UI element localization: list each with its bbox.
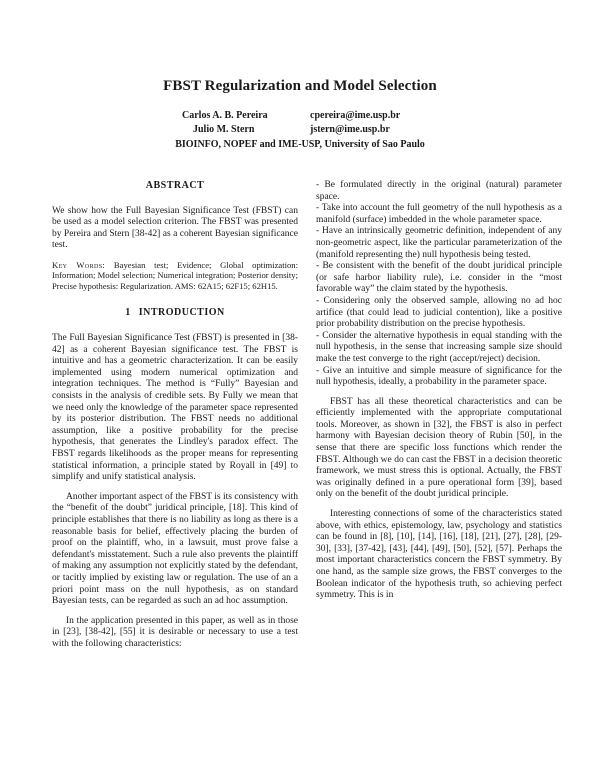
- paragraph: Another important aspect of the FBST is its consistency with the “benefit of the doubt” juridical principle, [18]. This kind of principle establishes that there is no liability as long as there is a reasonable basis for belief, effectively placing the burden of proof on the plaintiff, who, in a lawsuit, must prove false a defendant's misstatement. Such a rule also prevents the plaintiff of making any assumption not explicitly stated by the defendant, or tacitly implied by existing law or regulation. The use of an a priori point mass on the null hypothesis, as on standard Bayesian tests, can be regarded as such an ad hoc assumption.: [52, 491, 298, 607]
- author-email: jstern@ime.usp.br: [310, 124, 390, 135]
- author-name: Carlos A. B. Pereira: [182, 110, 268, 121]
- author-name: Julio M. Stern: [193, 124, 255, 135]
- section-heading: [52, 307, 298, 319]
- affiliation: BIOINFO, NOPEF and IME-USP, University of Sao Paulo: [175, 139, 425, 150]
- bullet-item: - Be consistent with the benefit of the doubt juridical principle (or safe harbor liability rule), i.e. consider in the “most favorable way” the claim stated by the hypothesis.: [316, 261, 562, 295]
- paragraph: Interesting connections of some of the characteristics stated above, with ethics, epistemology, law, psychology and statistics can be found in [8], [10], [14], [16], [18], [21], [27], [28], [29-30], [33], [37-42], [43], [44], [49], [50], [52], [57]. Perhaps the most important characteristics concern the FBST symmetry. By one hand, as the sample size grows, the FBST converges to the Boolean indicator of the hypothesis truth, so achieving perfect symmetry. This is in: [316, 509, 562, 601]
- keywords-label: Key Words:: [52, 259, 106, 270]
- section-title: INTRODUCTION: [138, 307, 225, 319]
- author-email: cpereira@ime.usp.br: [310, 110, 401, 121]
- left-column: [52, 180, 298, 659]
- bullet-item: - Consider the alternative hypothesis in equal standing with the null hypothesis, in the sense that increasing sample size should make the test converge to the right (accept/reject) decision.: [316, 330, 562, 364]
- bullet-item: - Be formulated directly in the original (natural) parameter space.: [316, 180, 562, 202]
- bullet-item: - Have an intrinsically geometric definition, independent of any non-geometric aspect, like the particular parameterization of the (manifold representing the) null hypothesis being tested.: [316, 226, 562, 260]
- abstract-heading: ABSTRACT: [145, 180, 205, 191]
- keywords: [52, 260, 298, 292]
- bullet-item: - Take into account the full geometry of the null hypothesis as a manifold (surface) imbedded in the whole parameter space.: [316, 203, 562, 225]
- bullet-item: - Give an intuitive and simple measure of significance for the null hypothesis, ideally, a probability in the parameter space.: [316, 365, 562, 388]
- paper-title: FBST Regularization and Model Selection: [163, 78, 437, 94]
- paragraph: FBST has all these theoretical characteristics and can be efficiently implemented with the appropriate computational tools. Moreover, as shown in [32], the FBST is also in perfect harmony with Bayesian decision theory of Rubin [50], in the sense that there are specific loss functions which render the FBST. Although we do can cast the FBST in a decision theoretic framework, we must stress this is optional. Actually, the FBST was originally defined in a pure operational form [39], based only on the benefit of the doubt juridical principle.: [316, 396, 562, 500]
- abstract-text: We show how the Full Bayesian Significance Test (FBST) can be used as a model selection criterion. The FBST was presented by Pereira and Stern [38-42] as a coherent Bayesian significance test.: [52, 205, 298, 251]
- right-column: [316, 180, 562, 610]
- paragraph: In the application presented in this paper, as well as in those in [23], [38-42], [55] it is desirable or necessary to use a test with the following characteristics:: [52, 615, 298, 649]
- bullet-item: - Considering only the observed sample, allowing no ad hoc artifice (that could lead to judicial contention), like a positive prior probability distribution on the precise hypothesis.: [316, 295, 562, 330]
- paragraph: The Full Bayesian Significance Test (FBST) is presented in [38-42] as a coherent Bayesian significance test. The FBST is intuitive and has a geometric characterization. It can be easily implemented using modern numerical optimization and integration techniques. The method is “Fully” Bayesian and consists in the analysis of credible sets. By Fully we mean that we need only the knowledge of the parameter space represented by its posterior distribution. The FBST needs no additional assumption, like a positive probability for the precise hypothesis, that generates the Lindley's paradox effect. The FBST regards likelihoods as the proper means for representing statistical information, a principle stated by Royall in [49] to simplify and unify statistical analysis.: [52, 333, 298, 483]
- keywords-text: Bayesian test; Evidence; Global optimization: Information; Model selection; Numerical integration; Posterior density; Precise hypothesis: Regularization. AMS: 62A15; 62F15; 62H15.: [52, 259, 298, 291]
- section-number: 1: [125, 307, 131, 319]
- bullet-list: [316, 180, 562, 389]
